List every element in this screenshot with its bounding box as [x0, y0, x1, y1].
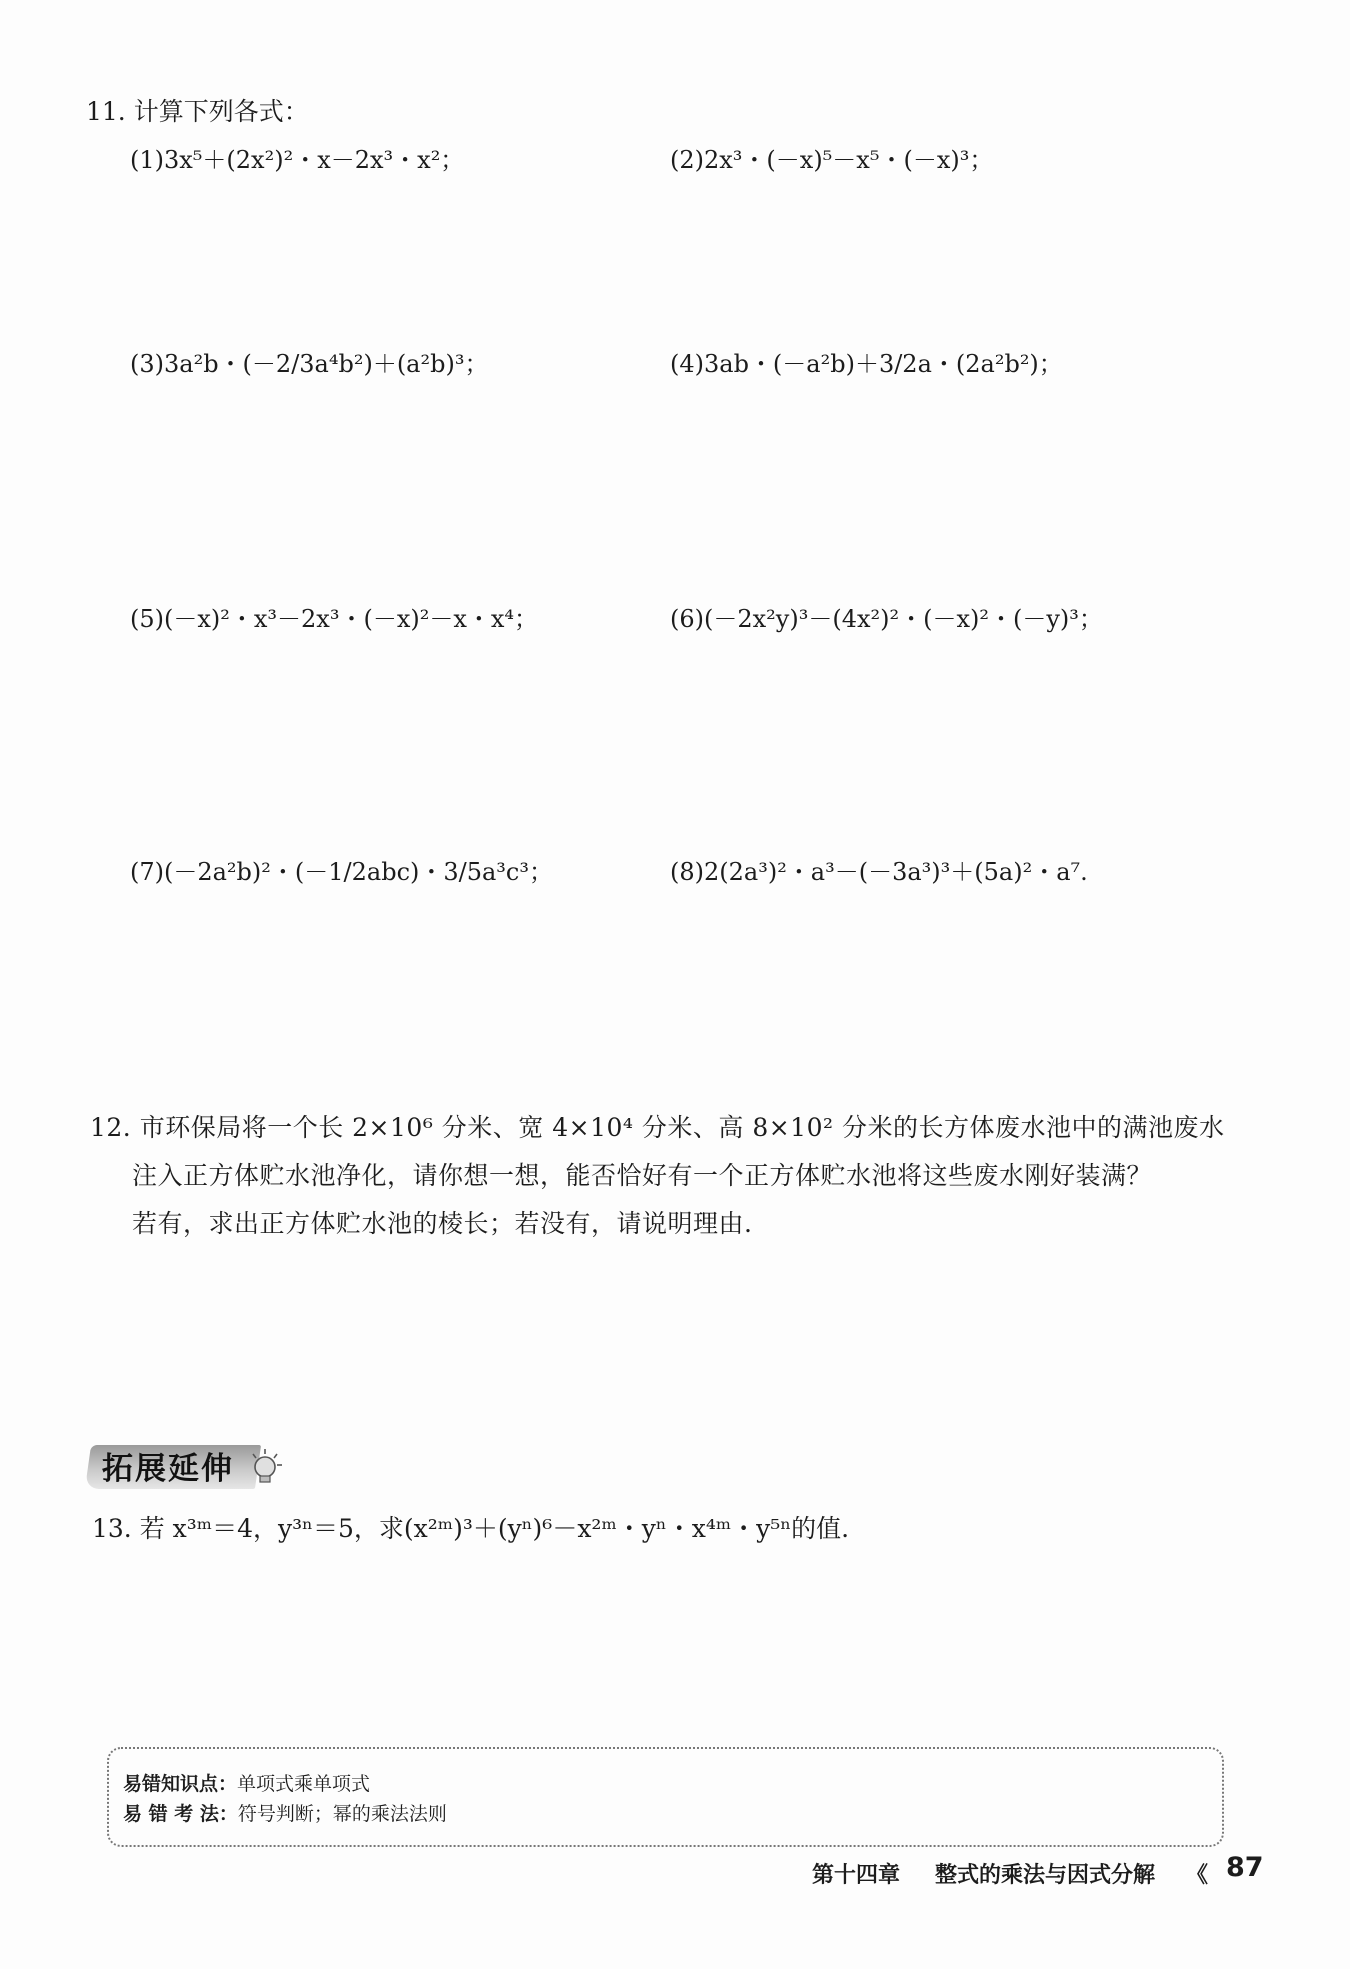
question-12-line-2: 注入正方体贮水池净化，请你想一想，能否恰好有一个正方体贮水池将这些废水刚好装满？: [132, 1161, 1153, 1190]
tip-label-1: 易错知识点：: [123, 1773, 238, 1795]
tip-line-2: [123, 1799, 447, 1826]
tip-value-1: 单项式乘单项式: [237, 1773, 371, 1795]
error-tips-box: [107, 1747, 1224, 1847]
q11-item-5: (5)(－x)²・x³－2x³・(－x)²－x・x⁴；: [130, 605, 539, 633]
question-12-line-3: 若有，求出正方体贮水池的棱长；若没有，请说明理由.: [132, 1209, 753, 1238]
chapter-number: 第十四章: [812, 1863, 901, 1888]
q11-item-4: (4)3ab・(－a²b)＋3/2a・(2a²b²)；: [670, 350, 1063, 378]
tip-line-1: [123, 1769, 370, 1796]
q11-item-8: (8)2(2a³)²・a³－(－3a³)³＋(5a)²・a⁷.: [670, 858, 1088, 886]
page-number: 87: [1226, 1852, 1264, 1883]
section-title: 拓展延伸: [102, 1451, 234, 1487]
tip-label-2: 易 错 考 法：: [123, 1803, 238, 1825]
q11-item-3: (3)3a²b・(－2/3a⁴b²)＋(a²b)³；: [130, 350, 489, 378]
q11-item-6: (6)(－2x²y)³－(4x²)²・(－x)²・(－y)³；: [670, 605, 1103, 633]
chapter-title: 整式的乘法与因式分解: [935, 1863, 1156, 1888]
section-badge: [88, 1441, 270, 1491]
question-12-line-1: 12. 市环保局将一个长 2×10⁶ 分米、宽 4×10⁴ 分米、高 8×10² 分米的长方体废水池中的满池废水: [90, 1113, 1225, 1142]
q11-item-1: (1)3x⁵＋(2x²)²・x－2x³・x²；: [130, 146, 465, 174]
question-13: 13. 若 x³ᵐ＝4，y³ⁿ＝5，求(x²ᵐ)³＋(yⁿ)⁶－x²ᵐ・yⁿ・x⁴ᵐ・y⁵ⁿ的值.: [92, 1514, 850, 1543]
q11-item-2: (2)2x³・(－x)⁵－x⁵・(－x)³；: [670, 146, 994, 174]
tip-value-2: 符号判断；幂的乘法法则: [237, 1803, 447, 1825]
lightbulb-icon: [250, 1445, 288, 1487]
question-11-title: 11. 计算下列各式：: [86, 97, 309, 126]
chevron-left-icon: 《: [1186, 1863, 1209, 1888]
q11-item-7: (7)(－2a²b)²・(－1/2abc)・3/5a³c³；: [130, 858, 553, 886]
